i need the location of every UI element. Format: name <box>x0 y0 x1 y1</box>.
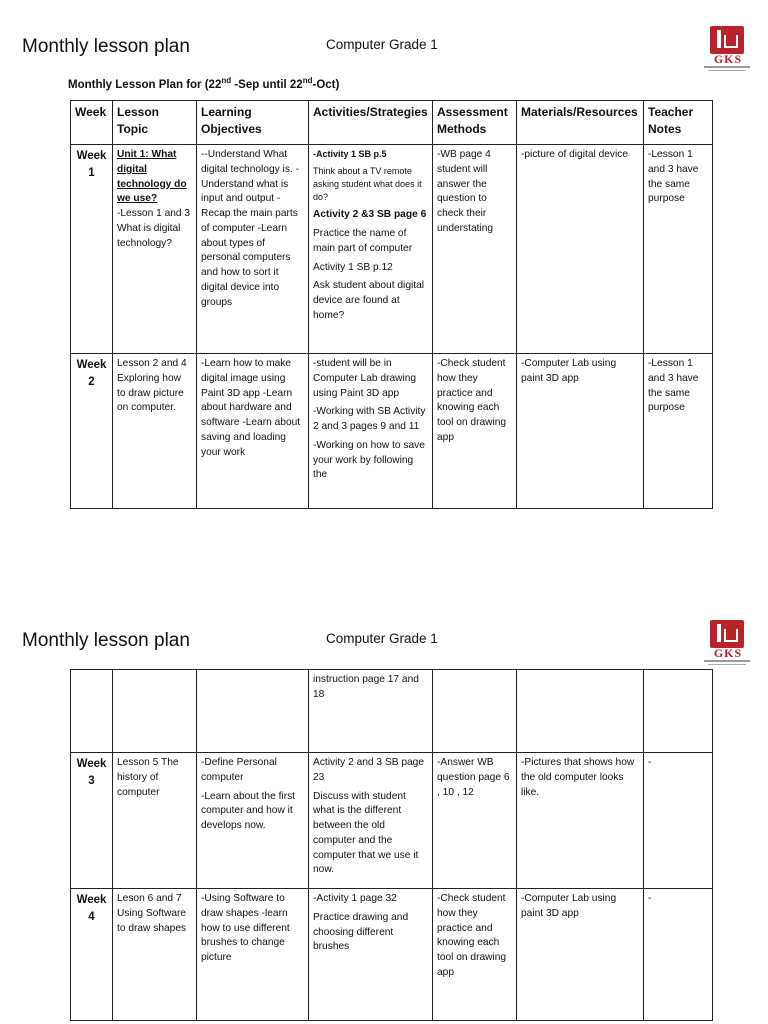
plan-subtitle: Monthly Lesson Plan for (22nd -Sep until 22nd-Oct) <box>68 76 340 91</box>
activities-cell: -Activity 1 SB p.5 Think about a TV remote asking student what does it do? Activity 2 &3 SB page 6 Practice the name of main part of computer Activity 1 SB p.12 Ask student about digital device are found at home? <box>309 145 433 354</box>
table-row <box>71 354 713 509</box>
objectives-cell: -Using Software to draw shapes -learn how to use different brushes to change picture <box>197 889 309 1021</box>
grade-label: Computer Grade 1 <box>326 37 438 52</box>
lesson-plan-table-1 <box>70 100 713 509</box>
activities-cell: instruction page 17 and 18 <box>309 670 433 753</box>
header-materials: Materials/Resources <box>517 101 644 145</box>
table-row <box>71 753 713 889</box>
page-title: Monthly lesson plan <box>22 630 190 651</box>
activities-cell: -student will be in Computer Lab drawing using Paint 3D app -Working with SB Activity 2 and 3 pages 9 and 11 -Working on how to save your work by following the <box>309 354 433 509</box>
header-activities: Activities/Strategies <box>309 101 433 145</box>
notes-cell: -Lesson 1 and 3 have the same purpose <box>644 354 713 509</box>
objectives-cell: -Define Personal computer -Learn about the first computer and how it develops now. <box>197 753 309 889</box>
lesson-plan-table-2 <box>70 669 713 1021</box>
header-teacher-notes: Teacher Notes <box>644 101 713 145</box>
materials-cell: -Pictures that shows how the old computer looks like. <box>517 753 644 889</box>
objectives-cell: -Learn how to make digital image using Paint 3D app -Learn about hardware and software -Learn about saving and loading your work <box>197 354 309 509</box>
notes-cell: -Lesson 1 and 3 have the same purpose <box>644 145 713 354</box>
notes-cell: - <box>644 753 713 889</box>
page-title: Monthly lesson plan <box>22 36 190 57</box>
grade-label: Computer Grade 1 <box>326 631 438 646</box>
activities-cell: -Activity 1 page 32 Practice drawing and choosing different brushes <box>309 889 433 1021</box>
assessment-cell: -Answer WB question page 6 , 10 , 12 <box>433 753 517 889</box>
assessment-cell: -WB page 4 student will answer the question to check their understating <box>433 145 517 354</box>
topic-cell: Lesson 2 and 4 Exploring how to draw picture on computer. <box>113 354 197 509</box>
school-logo-icon: GKS <box>703 26 749 72</box>
week-cell: Week 4 <box>71 889 113 1021</box>
header-learning-objectives: Learning Objectives <box>197 101 309 145</box>
table-row <box>71 889 713 1021</box>
table-row <box>71 145 713 354</box>
objectives-cell: --Understand What digital technology is. -Understand what is input and output -Recap the main parts of computer -Learn about types of personal computers and how to sort it digital device into groups <box>197 145 309 354</box>
header-week: Week <box>71 101 113 145</box>
week-cell: Week 3 <box>71 753 113 889</box>
table-row <box>71 670 713 753</box>
school-logo-icon: GKS <box>703 620 749 666</box>
header-lesson-topic: Lesson Topic <box>113 101 197 145</box>
materials-cell: -picture of digital device <box>517 145 644 354</box>
assessment-cell: -Check student how they practice and knowing each tool on drawing app <box>433 354 517 509</box>
activities-cell: Activity 2 and 3 SB page 23 Discuss with student what is the different between the old computer and the computer that we use it now. <box>309 753 433 889</box>
materials-cell: -Computer Lab using paint 3D app <box>517 354 644 509</box>
topic-cell: Leson 6 and 7 Using Software to draw shapes <box>113 889 197 1021</box>
week-cell: Week 1 <box>71 145 113 354</box>
header-assessment: Assessment Methods <box>433 101 517 145</box>
notes-cell: - <box>644 889 713 1021</box>
topic-cell: Unit 1: What digital technology do we use? -Lesson 1 and 3 What is digital technology? <box>113 145 197 354</box>
assessment-cell: -Check student how they practice and knowing each tool on drawing app <box>433 889 517 1021</box>
materials-cell: -Computer Lab using paint 3D app <box>517 889 644 1021</box>
week-cell: Week 2 <box>71 354 113 509</box>
topic-cell: Lesson 5 The history of computer <box>113 753 197 889</box>
